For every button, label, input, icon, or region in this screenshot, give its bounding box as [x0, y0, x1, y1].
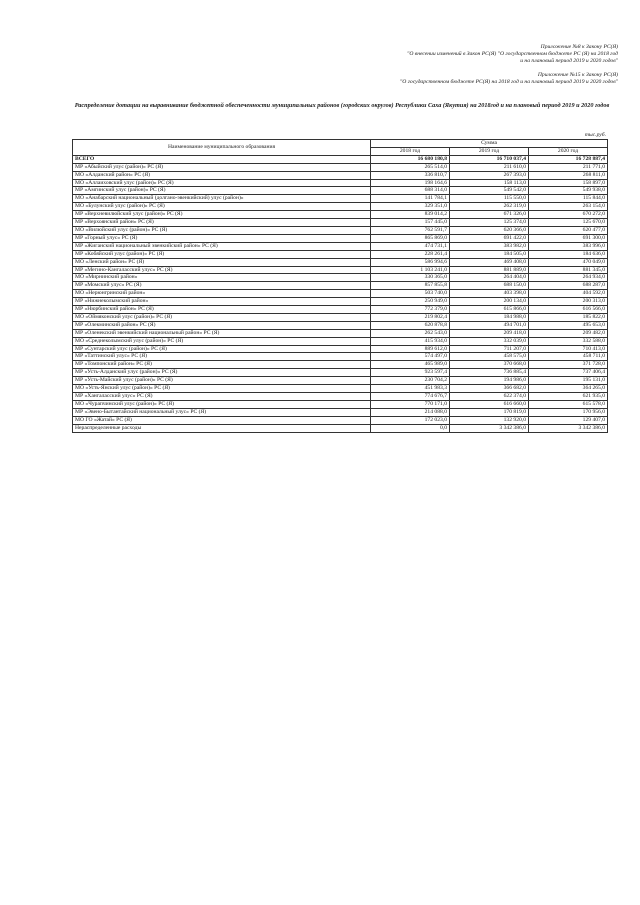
table-row: [73, 163, 608, 171]
value-2019-cell: 622 374,0: [450, 393, 529, 401]
value-2020-cell: 710 413,0: [529, 345, 608, 353]
value-2018-cell: 219 802,4: [371, 313, 450, 321]
value-2020-cell: 211 771,0: [529, 163, 608, 171]
municipality-name-cell: МР «Хангаласский улус» РС (Я): [73, 393, 371, 401]
municipality-name-cell: МО «Нерюнгринский район»: [73, 290, 371, 298]
table-row: [73, 274, 608, 282]
municipality-name-cell: МР «Абыйский улус (район)» РС (Я): [73, 163, 371, 171]
value-2020-cell: 620 477,0: [529, 226, 608, 234]
value-2019-cell: 184 988,0: [450, 313, 529, 321]
value-2019-cell: 209 418,0: [450, 329, 529, 337]
value-2018-cell: 865 869,0: [371, 234, 450, 242]
table-row: [73, 179, 608, 187]
value-2018-cell: 474 731,1: [371, 242, 450, 250]
table-row: [73, 203, 608, 211]
value-2018-cell: 0,0: [371, 424, 450, 432]
table-row: [73, 321, 608, 329]
value-2018-cell: 503 740,0: [371, 290, 450, 298]
appendix-8-title: Приложение №8 к Закону РС(Я): [540, 44, 618, 50]
municipality-name-cell: МР «Томпонский район» РС (Я): [73, 361, 371, 369]
table-row: [73, 393, 608, 401]
value-2020-cell: 170 956,0: [529, 408, 608, 416]
table-row: [73, 313, 608, 321]
municipality-name-cell: МО «Булунский улус (район)» РС (Я): [73, 203, 371, 211]
value-2018-cell: 857 855,8: [371, 282, 450, 290]
table-row: [73, 369, 608, 377]
value-2020-cell: 691 300,0: [529, 234, 608, 242]
value-2019-cell: 458 575,0: [450, 353, 529, 361]
value-2018-cell: 451 983,3: [371, 385, 450, 393]
value-2018-cell: 620 878,8: [371, 321, 450, 329]
value-2020-cell: 3 342 386,0: [529, 424, 608, 432]
value-2019-cell: 403 398,0: [450, 290, 529, 298]
column-header-2020: 2020 год: [529, 147, 608, 155]
value-2019-cell: 211 610,0: [450, 163, 529, 171]
municipality-name-cell: МР «Верхневилюйский улус (район)» РС (Я): [73, 211, 371, 219]
value-2019-cell: 3 342 386,0: [450, 424, 529, 432]
value-2020-cell: 495 653,0: [529, 321, 608, 329]
value-2018-cell: 1 103 241,0: [371, 266, 450, 274]
value-2018-cell: 198 164,6: [371, 179, 450, 187]
appendix-15-description: "О государственном бюджете РС(Я) на 2018 год и на плановый период 2019 и 2020 годов": [399, 79, 618, 86]
value-2019-cell: 332 039,0: [450, 337, 529, 345]
value-2019-cell: 881 889,0: [450, 266, 529, 274]
unit-label: тыс.руб.: [584, 132, 606, 138]
value-2020-cell: 371 728,0: [529, 361, 608, 369]
value-2019-cell: 158 113,0: [450, 179, 529, 187]
value-2020-cell: 125 670,0: [529, 219, 608, 227]
value-2018-cell: 772 379,0: [371, 306, 450, 314]
municipality-name-cell: МР «Момский улус» РС (Я): [73, 282, 371, 290]
appendix-8-description-line2: и на плановый период 2019 и 2020 годов": [520, 58, 618, 65]
value-2020-cell: 621 935,0: [529, 393, 608, 401]
value-2019-cell: 549 542,0: [450, 187, 529, 195]
value-2019-cell: 671 326,0: [450, 211, 529, 219]
document-title: Распределение дотации на выравнивание бюджетной обеспеченности муниципальных районов (городских округов) Республики Саха (Якутия) на 2018год и на плановый период 2019 и 2020 годов: [74, 102, 610, 109]
municipality-name-cell: МР «Сунтарский улус (район)» РС (Я): [73, 345, 371, 353]
table-row: [73, 242, 608, 250]
value-2019-cell: 383 982,0: [450, 242, 529, 250]
value-2019-cell: 16 710 037,4: [450, 155, 529, 163]
allocation-table: [72, 139, 608, 433]
value-2018-cell: 329 351,0: [371, 203, 450, 211]
table-body: [73, 155, 608, 432]
table-row: [73, 353, 608, 361]
value-2019-cell: 711 207,0: [450, 345, 529, 353]
value-2018-cell: 141 784,1: [371, 195, 450, 203]
table-row: [73, 361, 608, 369]
municipality-name-cell: МР «Мегино-Кангаласский улус» РС (Я): [73, 266, 371, 274]
table-row: [73, 329, 608, 337]
value-2018-cell: 336 810,7: [371, 171, 450, 179]
value-2019-cell: 200 134,0: [450, 298, 529, 306]
value-2018-cell: 839 014,2: [371, 211, 450, 219]
value-2020-cell: 195 131,0: [529, 377, 608, 385]
value-2019-cell: 125 374,0: [450, 219, 529, 227]
value-2020-cell: 209 482,0: [529, 329, 608, 337]
value-2020-cell: 470 049,0: [529, 258, 608, 266]
value-2018-cell: 16 680 180,8: [371, 155, 450, 163]
value-2018-cell: 265 514,0: [371, 163, 450, 171]
table-row: [73, 250, 608, 258]
table-row: [73, 219, 608, 227]
value-2019-cell: 616 660,0: [450, 400, 529, 408]
value-2020-cell: 364 265,0: [529, 385, 608, 393]
value-2020-cell: 129 407,0: [529, 416, 608, 424]
value-2018-cell: 230 704,2: [371, 377, 450, 385]
value-2019-cell: 262 319,0: [450, 203, 529, 211]
municipality-name-cell: МР «Усть-Алданский улус (район)» РС (Я): [73, 369, 371, 377]
municipality-name-cell: МО «Мирнинский район»: [73, 274, 371, 282]
appendix-8-header: [288, 44, 618, 66]
value-2019-cell: 620 366,0: [450, 226, 529, 234]
table-row: [73, 385, 608, 393]
table-row: [73, 377, 608, 385]
municipality-name-cell: МО «Среднеколымский улус (район)» РС (Я): [73, 337, 371, 345]
municipality-name-cell: МО «Чурапчинский улус (район)» РС (Я): [73, 400, 371, 408]
value-2020-cell: 16 728 887,4: [529, 155, 608, 163]
table-row: [73, 290, 608, 298]
municipality-name-cell: МР «Нижнеколымский район»: [73, 298, 371, 306]
value-2019-cell: 370 668,0: [450, 361, 529, 369]
value-2019-cell: 267 393,0: [450, 171, 529, 179]
municipality-name-cell: МО «Аллаиховский улус (район)» РС (Я): [73, 179, 371, 187]
value-2020-cell: 549 938,0: [529, 187, 608, 195]
table-row: [73, 400, 608, 408]
value-2018-cell: 770 171,0: [371, 400, 450, 408]
value-2020-cell: 115 844,0: [529, 195, 608, 203]
value-2018-cell: 688 314,0: [371, 187, 450, 195]
table-row: [73, 424, 608, 432]
table-row: [73, 226, 608, 234]
value-2020-cell: 158 897,0: [529, 179, 608, 187]
municipality-name-cell: МО «Вилюйский улус (район)» РС (Я): [73, 226, 371, 234]
value-2020-cell: 383 996,0: [529, 242, 608, 250]
municipality-name-cell: МР «Горный улус» РС (Я): [73, 234, 371, 242]
value-2018-cell: 157 445,0: [371, 219, 450, 227]
municipality-name-cell: МР «Оленекский эвенкийский национальный район» РС (Я): [73, 329, 371, 337]
table-row: [73, 416, 608, 424]
value-2019-cell: 691 422,0: [450, 234, 529, 242]
table-row: [73, 195, 608, 203]
value-2018-cell: 330 365,0: [371, 274, 450, 282]
value-2018-cell: 923 597,4: [371, 369, 450, 377]
value-2018-cell: 889 612,0: [371, 345, 450, 353]
value-2020-cell: 616 566,0: [529, 306, 608, 314]
municipality-name-cell: МР «Нюрбинский район» РС (Я): [73, 306, 371, 314]
value-2018-cell: 172 023,0: [371, 416, 450, 424]
municipality-name-cell: МО ГО «Жатай» РС (Я): [73, 416, 371, 424]
municipality-name-cell: МР «Эвено-Бытантайский национальный улус» РС (Я): [73, 408, 371, 416]
value-2020-cell: 615 578,0: [529, 400, 608, 408]
municipality-name-cell: МР «Жиганский национальный эвенкийский район» РС (Я): [73, 242, 371, 250]
value-2020-cell: 404 592,0: [529, 290, 608, 298]
municipality-name-cell: МР «Таттинский улус» РС (Я): [73, 353, 371, 361]
table-row: [73, 337, 608, 345]
value-2019-cell: 170 819,0: [450, 408, 529, 416]
table-row: [73, 408, 608, 416]
value-2020-cell: 264 934,0: [529, 274, 608, 282]
table-row: [73, 234, 608, 242]
value-2020-cell: 263 154,0: [529, 203, 608, 211]
municipality-name-cell: МО «Оймяконский улус (район)» РС (Я): [73, 313, 371, 321]
value-2018-cell: 774 676,7: [371, 393, 450, 401]
municipality-name-cell: Нераспределенные расходы: [73, 424, 371, 432]
table-row: [73, 345, 608, 353]
municipality-name-cell: ВСЕГО: [73, 155, 371, 163]
value-2018-cell: 262 543,0: [371, 329, 450, 337]
value-2020-cell: 881 345,0: [529, 266, 608, 274]
table-row: [73, 282, 608, 290]
value-2020-cell: 688 287,0: [529, 282, 608, 290]
value-2019-cell: 194 986,0: [450, 377, 529, 385]
table-row: [73, 211, 608, 219]
value-2019-cell: 264 404,0: [450, 274, 529, 282]
table-header-row: [73, 140, 608, 148]
appendix-15-header: [288, 72, 618, 86]
municipality-name-cell: МР «Олекминский район» РС (Я): [73, 321, 371, 329]
value-2020-cell: 458 711,0: [529, 353, 608, 361]
column-header-name: Наименование муниципального образования: [73, 140, 371, 156]
value-2018-cell: 465 989,0: [371, 361, 450, 369]
municipality-name-cell: МР «Верхоянский район» РС (Я): [73, 219, 371, 227]
value-2020-cell: 737 406,4: [529, 369, 608, 377]
municipality-name-cell: МР «Амгинский улус (район)» РС (Я): [73, 187, 371, 195]
appendix-15-title: Приложение №15 к Закону РС(Я): [537, 72, 618, 78]
table-row: [73, 187, 608, 195]
value-2019-cell: 115 550,0: [450, 195, 529, 203]
value-2018-cell: 214 088,0: [371, 408, 450, 416]
table-row: [73, 266, 608, 274]
municipality-name-cell: МО «Алданский район» РС (Я): [73, 171, 371, 179]
municipality-name-cell: МО «Ленский район» РС (Я): [73, 258, 371, 266]
municipality-name-cell: МР «Кобяйский улус (район)» РС (Я): [73, 250, 371, 258]
appendix-8-description-line1: "О внесении изменений в Закон РС(Я) "О государственном бюджете РС (Я) на 2018 год: [406, 51, 618, 58]
table-row: [73, 306, 608, 314]
value-2019-cell: 469 408,0: [450, 258, 529, 266]
value-2019-cell: 366 682,0: [450, 385, 529, 393]
value-2020-cell: 670 272,0: [529, 211, 608, 219]
value-2019-cell: 494 701,0: [450, 321, 529, 329]
value-2018-cell: 228 261,4: [371, 250, 450, 258]
value-2020-cell: 184 636,0: [529, 250, 608, 258]
column-header-2018: 2018 год: [371, 147, 450, 155]
table-row-total: [73, 155, 608, 163]
value-2018-cell: 250 949,0: [371, 298, 450, 306]
value-2019-cell: 615 866,0: [450, 306, 529, 314]
value-2019-cell: 132 920,0: [450, 416, 529, 424]
value-2019-cell: 736 885,4: [450, 369, 529, 377]
column-header-2019: 2019 год: [450, 147, 529, 155]
table-row: [73, 258, 608, 266]
value-2019-cell: 184 505,0: [450, 250, 529, 258]
value-2018-cell: 574 497,0: [371, 353, 450, 361]
column-header-sum: Сумма: [371, 140, 608, 148]
value-2018-cell: 415 934,0: [371, 337, 450, 345]
municipality-name-cell: МО «Анабарский национальный (долгано-эвенкийский) улус (район)»: [73, 195, 371, 203]
value-2020-cell: 332 588,0: [529, 337, 608, 345]
table-row: [73, 171, 608, 179]
value-2020-cell: 200 313,0: [529, 298, 608, 306]
value-2018-cell: 762 591,7: [371, 226, 450, 234]
value-2018-cell: 586 994,6: [371, 258, 450, 266]
municipality-name-cell: МО «Усть-Янский улус (район)» РС (Я): [73, 385, 371, 393]
table-row: [73, 298, 608, 306]
value-2019-cell: 688 150,0: [450, 282, 529, 290]
value-2020-cell: 185 822,0: [529, 313, 608, 321]
value-2020-cell: 268 811,0: [529, 171, 608, 179]
municipality-name-cell: МР «Усть-Майский улус (район)» РС (Я): [73, 377, 371, 385]
